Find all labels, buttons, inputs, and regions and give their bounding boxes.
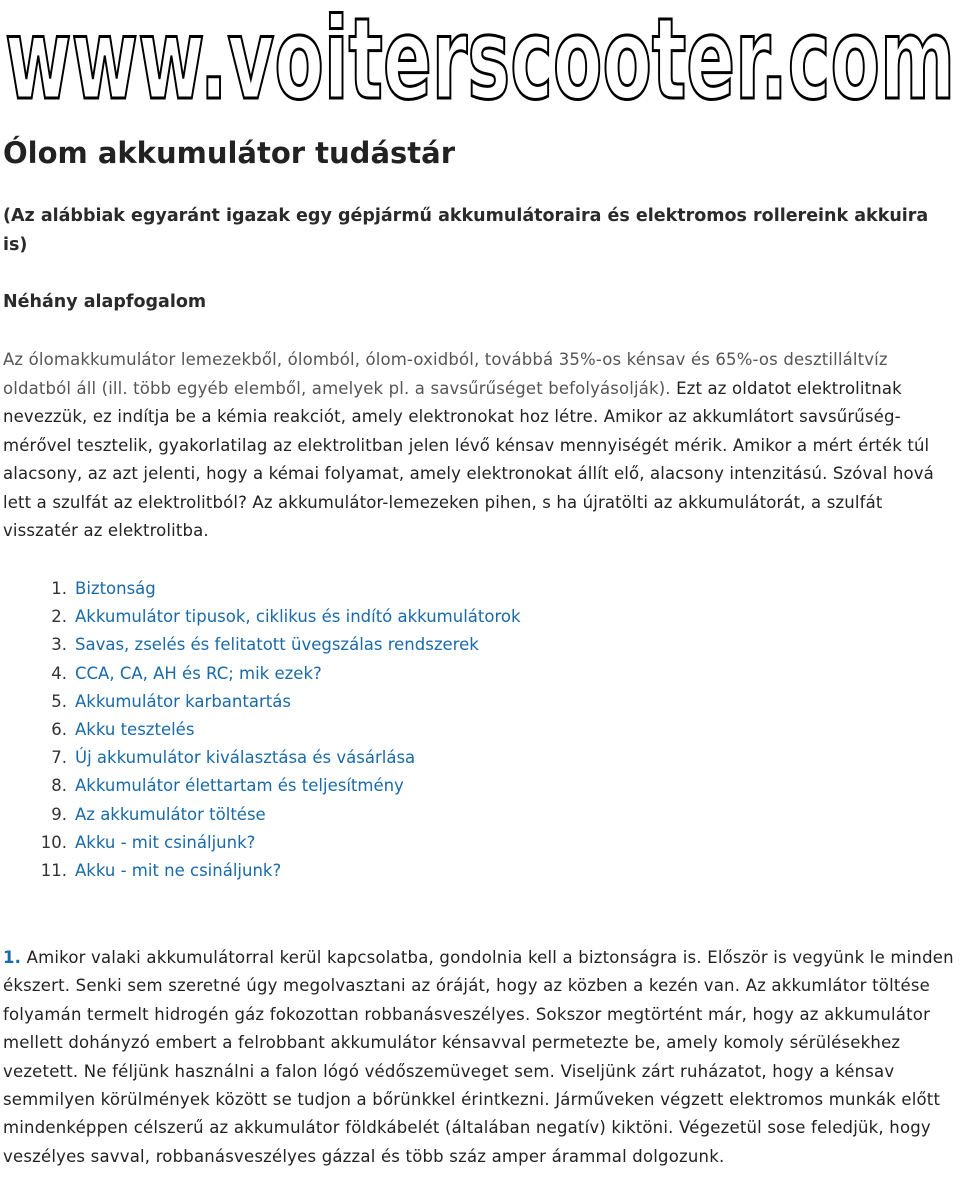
toc-link-elettartam[interactable]: Akkumulátor élettartam és teljesítmény bbox=[75, 776, 404, 796]
page-subtitle: (Az alábbiak egyaránt igazak egy gépjármű akkumulátoraira és elektromos rollereink akkuira is) bbox=[3, 206, 929, 255]
table-of-contents bbox=[3, 575, 521, 885]
toc-item bbox=[3, 716, 521, 744]
toc-item bbox=[3, 744, 521, 772]
section-1-number: 1. bbox=[3, 948, 22, 967]
toc-item bbox=[3, 688, 521, 716]
toc-link-mit-csinaljunk[interactable]: Akku - mit csináljunk? bbox=[75, 832, 256, 852]
intro-text-muted: Az ólomakkumulátor lemezekből, ólomból, ólom-oxidból, továbbá 35%-os kénsav és 65%-os desztilláltvíz oldatból áll (ill. több egyéb elemből, amelyek pl. a savsűrűséget befolyásolják). bbox=[3, 350, 888, 398]
toc-link-teszteles[interactable]: Akku tesztelés bbox=[75, 720, 195, 740]
section-1-text: Amikor valaki akkumulátorral kerül kapcsolatba, gondolnia kell a biztonságra is. Először is vegyünk le minden ékszert. Senki sem szeretné úgy megolvasztani az óráját, hogy az közben a kezén van. Az akkumlátor töltése folyamán termelt hidrogén gáz fokozottan robbanásveszélyes. Sokszor megtörtént már, hogy az akkumulátor mellett dohányzó embert a felrobbant akkumulátor kénsavval permetezte be, amely komoly sérülésekhez vezetett. Ne féljünk használni a falon lógó védőszemüveget sem. Viseljünk zárt ruházatot, hogy a kénsav semmilyen körülmények között se tudjon a bőrünkkel érintkezni. Járműveken végzett elektromos munkák előtt mindenképpen célszerű az akkumulátor földkábelét (általában negatív) kiktöni. Végezetül sose feledjük, hogy veszélyes savval, robbanásveszélyes gázzal és több száz amper árammal dolgozunk. bbox=[3, 948, 954, 1166]
site-logo[interactable] bbox=[0, 0, 960, 110]
toc-item bbox=[3, 575, 521, 603]
toc-item bbox=[3, 631, 521, 659]
intro-paragraph bbox=[3, 346, 955, 546]
toc-link-tipusok[interactable]: Akkumulátor tipusok, ciklikus és indító akkumulátorok bbox=[75, 607, 521, 627]
toc-number: 10. bbox=[40, 832, 67, 852]
toc-link-rendszerek[interactable]: Savas, zselés és felitatott üvegszálas rendszerek bbox=[75, 635, 479, 655]
toc-item bbox=[3, 857, 521, 885]
toc-number: 7. bbox=[51, 748, 67, 768]
toc-item bbox=[3, 660, 521, 688]
toc-link-karbantartas[interactable]: Akkumulátor karbantartás bbox=[75, 691, 291, 711]
toc-number: 9. bbox=[51, 804, 67, 824]
toc-item bbox=[3, 829, 521, 857]
toc-item bbox=[3, 772, 521, 800]
logo-text: www.voiterscooter.com bbox=[5, 0, 955, 110]
toc-number: 5. bbox=[51, 691, 67, 711]
page-title: Ólom akkumulátor tudástár bbox=[3, 136, 456, 170]
toc-item bbox=[3, 801, 521, 829]
toc-number: 8. bbox=[51, 776, 67, 796]
toc-number: 6. bbox=[51, 720, 67, 740]
toc-link-vasarlas[interactable]: Új akkumulátor kiválasztása és vásárlása bbox=[75, 748, 416, 768]
toc-number: 11. bbox=[40, 861, 67, 881]
toc-link-cca[interactable]: CCA, CA, AH és RC; mik ezek? bbox=[75, 663, 322, 683]
toc-number: 1. bbox=[51, 579, 67, 598]
toc-item bbox=[3, 603, 521, 631]
toc-link-mit-ne-csinaljunk[interactable]: Akku - mit ne csináljunk? bbox=[75, 861, 282, 881]
toc-link-biztonsag[interactable]: Biztonság bbox=[75, 579, 156, 598]
toc-number: 3. bbox=[51, 635, 67, 655]
intro-text: Ezt az oldatot elektrolitnak nevezzük, ez indítja be a kémia reakciót, amely elektronokat hoz létre. Amikor az akkumlátort savsűrűség-mérővel tesztelik, gyakorlatilag az elektrolitban jelen lévő kénsav mennyiségét mérik. Amikor a mért érték túl alacsony, az azt jelenti, hogy a kémai folyamat, amely elektronokat állít elő, alacsony intenzitású. Szóval hová lett a szulfát az elektrolitból? Az akkumulátor-lemezeken pihen, s ha újratölti az akkumulátorát, a szulfát visszatér az elektrolitba. bbox=[3, 378, 934, 540]
toc-link-toltes[interactable]: Az akkumulátor töltése bbox=[75, 804, 266, 824]
logo-wordmark bbox=[0, 0, 960, 110]
toc-number: 2. bbox=[51, 607, 67, 627]
toc-number: 4. bbox=[51, 663, 67, 683]
section-1-paragraph bbox=[3, 944, 955, 1171]
section-heading-basics: Néhány alapfogalom bbox=[3, 292, 207, 312]
